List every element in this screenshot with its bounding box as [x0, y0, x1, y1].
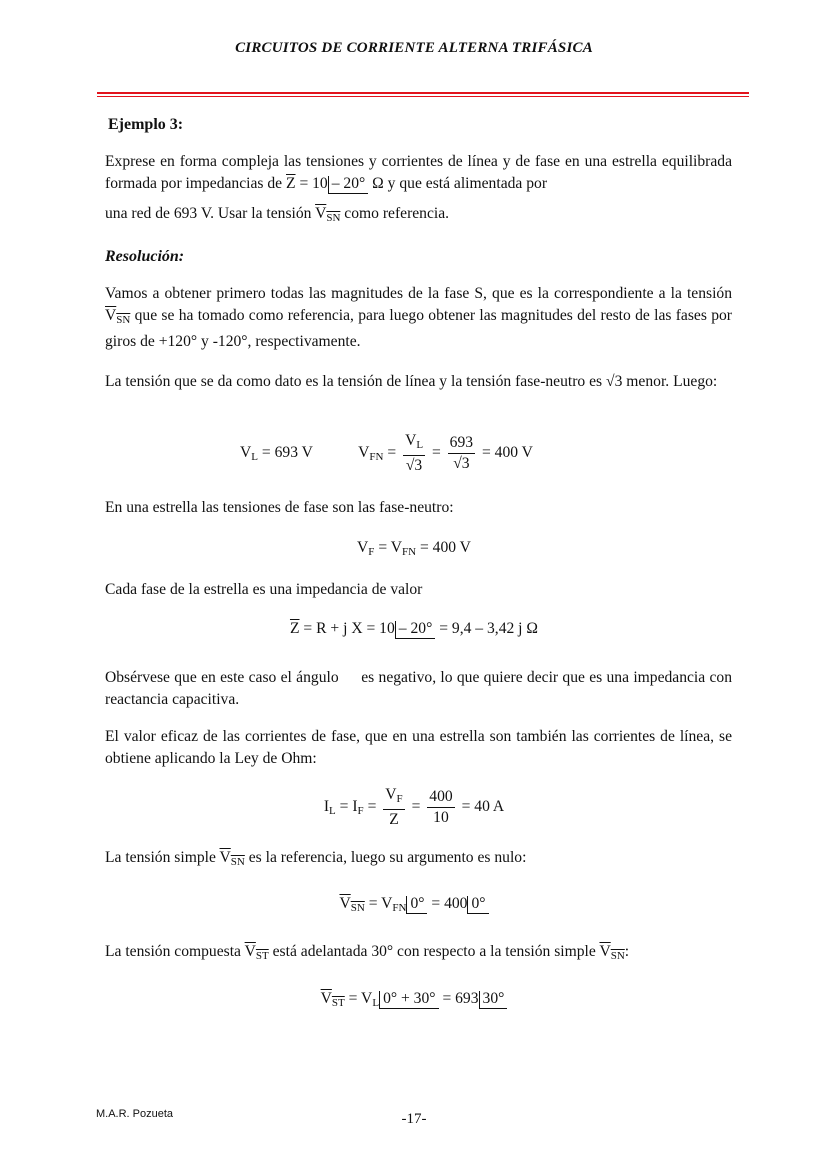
paragraph-vst [105, 941, 629, 967]
z-rectangular: = 9,4 – 3,42 j Ω [439, 620, 539, 637]
vsn-symbol-2: $V_{SN}$ [105, 307, 131, 326]
vsn-lhs: $V_{SN}$ [339, 895, 365, 914]
sqrt3-symbol: √3 [606, 373, 623, 390]
para1-text-a: Vamos a obtener primero todas las magnitudes de la fase S, que es la correspondiente a la tensión [105, 285, 732, 302]
equation-vst [0, 990, 828, 1009]
page-number: -17- [401, 1111, 427, 1127]
vst-mid: = 693 [442, 990, 479, 1007]
current-result: = 40 A [461, 798, 505, 816]
vst-symbol: $V_{ST}$ [244, 943, 269, 962]
paragraph-reference [105, 847, 526, 873]
vfn-result: = 400 V [481, 444, 533, 462]
z-symbol: $\overline{Z}$ [286, 175, 296, 192]
vst-lhs: $V_{ST}$ [320, 990, 345, 1009]
equation-voltages [240, 432, 533, 477]
vfn-term: = $V_{FN}$ [368, 895, 407, 914]
equation-impedance [0, 620, 828, 639]
vst-angle-1: 0° + 30° [379, 991, 438, 1009]
vfn-mid: = $V_{FN}$ [378, 539, 417, 558]
fraction-vl-sqrt3: $\frac{V_L}{√3}$ [405, 432, 424, 474]
vl-value: = 693 V [261, 444, 313, 462]
para7-text-a: La tensión simple [105, 849, 216, 866]
example-title: Ejemplo 3: [108, 116, 184, 133]
z-expression: = R + j X = 10 [303, 620, 395, 637]
equals-sign: = [387, 444, 397, 462]
resolution-title: Resolución: [105, 248, 185, 265]
equals-sign-4: = [411, 798, 421, 816]
paragraph-star-phase: En una estrella las tensiones de fase son las fase-neutro: [105, 499, 454, 516]
header-rule-top [97, 92, 749, 94]
paragraph-impedance: Cada fase de la estrella es una impedancia de valor [105, 581, 423, 598]
header-title: CIRCUITOS DE CORRIENTE ALTERNA TRIFÁSICA [235, 40, 593, 56]
vf-result: = 400 V [419, 539, 471, 556]
statement-line-2 [105, 203, 449, 229]
vsn-symbol-3: $V_{SN}$ [219, 849, 245, 868]
paragraph-phase-s [105, 283, 732, 353]
equation-vf [0, 539, 828, 558]
z-equals: = 10 [299, 175, 328, 192]
fraction-400-10: $\frac{400}{10}$ [429, 788, 453, 826]
vsn-angle-1: 0° [406, 896, 427, 914]
if-symbol: = $I_F$ [339, 798, 364, 818]
para5-text-b: es negativo, lo que quiere decir que es una impedancia con reactancia capacitiva. [105, 669, 733, 708]
fraction-693-sqrt3: $\frac{693}{√3}$ [449, 434, 474, 472]
vl-term: = $V_L$ [348, 990, 380, 1009]
equation-currents [0, 786, 828, 831]
header-rule-bottom [97, 96, 749, 97]
il-symbol: $I_L$ [323, 798, 336, 818]
para1-text-b: que se ha tomado como referencia, para luego obtener las magnitudes del resto de las fases por giros de +120° y -120°, respectivamente. [105, 307, 732, 350]
para2-text-2: menor. Luego: [626, 373, 718, 390]
statement-text-2: y que está alimentada por [387, 175, 548, 192]
vsn-symbol: $V_{SN}$ [315, 205, 341, 224]
z-symbol-2: $\overline{Z}$ [289, 620, 300, 637]
paragraph-ohm-law: El valor eficaz de las corrientes de fase, que en una estrella son también las corrientes de línea, se obtiene aplicando la Ley de Ohm: [105, 728, 732, 767]
statement-paragraph [105, 151, 732, 195]
vst-angle-2: 30° [479, 991, 508, 1009]
vsn-symbol-4: $V_{SN}$ [599, 943, 625, 962]
z-angle: – 20° [328, 176, 369, 194]
para8-text-a: La tensión compuesta [105, 943, 241, 960]
vl-symbol: $V_L$ [240, 444, 258, 464]
paragraph-negative-angle [105, 667, 732, 711]
statement-line2-a: una red de 693 V. Usar la tensión [105, 205, 312, 222]
paragraph-line-voltage [105, 371, 732, 393]
para8-colon: : [624, 943, 630, 960]
statement-text-1: Exprese en forma compleja las tensiones y corrientes de línea y de fase en una estrella equilibrada formada por impedancias de [105, 153, 732, 192]
para5-text-a: Obsérvese que en este caso el ángulo [105, 669, 339, 686]
z-angle-2: – 20° [395, 621, 436, 639]
equals-sign-3: = [367, 798, 377, 816]
vfn-symbol: $V_{FN}$ [358, 444, 384, 464]
vsn-angle-2: 0° [467, 896, 488, 914]
para8-text-b: está adelantada 30° con respecto a la tensión simple [272, 943, 596, 960]
equals-sign-2: = [431, 444, 441, 462]
footer-author: M.A.R. Pozueta [96, 1108, 174, 1120]
statement-line2-b: como referencia. [344, 205, 450, 222]
para2-text: La tensión que se da como dato es la tensión de línea y la tensión fase-neutro es [105, 373, 603, 390]
equation-vsn [0, 895, 828, 914]
vsn-mid: = 400 [431, 895, 468, 912]
vf-symbol: $V_F$ [357, 539, 375, 558]
para7-text-b: es la referencia, luego su argumento es nulo: [248, 849, 527, 866]
z-unit: Ω [372, 175, 384, 192]
fraction-vf-z: $\frac{V_F}{Z}$ [385, 786, 403, 828]
